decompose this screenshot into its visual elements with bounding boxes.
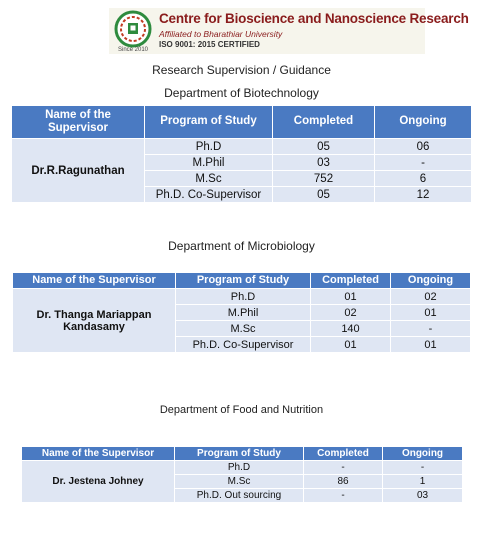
completed-cell: 86	[304, 475, 383, 489]
completed-cell: -	[304, 489, 383, 503]
col-header-program: Program of Study	[176, 273, 311, 289]
col-header-completed: Completed	[273, 106, 375, 139]
supervisor-name: Dr.R.Ragunathan	[12, 139, 145, 203]
org-name: Centre for Bioscience and Nanoscience Research	[159, 11, 469, 26]
completed-cell: 05	[273, 187, 375, 203]
completed-cell: 01	[311, 337, 391, 353]
program-cell: M.Sc	[176, 321, 311, 337]
program-cell: Ph.D	[145, 139, 273, 155]
program-cell: M.Sc	[145, 171, 273, 187]
table-row	[12, 139, 472, 155]
col-header-program: Program of Study	[145, 106, 273, 139]
ongoing-cell: 12	[375, 187, 472, 203]
table-header-row	[22, 447, 463, 461]
ongoing-cell: 06	[375, 139, 472, 155]
ongoing-cell: 03	[383, 489, 463, 503]
affiliation: Affiliated to Bharathiar University	[159, 29, 283, 39]
supervision-table	[12, 272, 471, 353]
supervisor-name: Dr. Jestena Johney	[22, 461, 175, 503]
program-cell: Ph.D	[175, 461, 304, 475]
completed-cell: -	[304, 461, 383, 475]
table-row	[22, 461, 463, 475]
since-year: Since 2010	[117, 47, 149, 53]
institution-logo	[109, 8, 469, 54]
ongoing-cell: 02	[391, 289, 471, 305]
program-cell: Ph.D. Co-Supervisor	[176, 337, 311, 353]
program-cell: Ph.D. Co-Supervisor	[145, 187, 273, 203]
institution-seal-icon	[113, 10, 153, 50]
table-header-row	[13, 273, 471, 289]
page-title: Research Supervision / Guidance	[152, 63, 331, 77]
department-title: Department of Microbiology	[168, 239, 315, 253]
ongoing-cell: -	[391, 321, 471, 337]
supervision-table	[11, 105, 472, 203]
col-header-ongoing: Ongoing	[375, 106, 472, 139]
department-title: Department of Biotechnology	[164, 86, 319, 100]
table-row	[13, 289, 471, 305]
col-header-name: Name of the Supervisor	[22, 447, 175, 461]
col-header-name: Name of the Supervisor	[12, 106, 145, 139]
program-cell: M.Phil	[145, 155, 273, 171]
col-header-name: Name of the Supervisor	[13, 273, 176, 289]
ongoing-cell: 01	[391, 337, 471, 353]
department-title: Department of Food and Nutrition	[159, 404, 324, 416]
completed-cell: 03	[273, 155, 375, 171]
completed-cell: 02	[311, 305, 391, 321]
completed-cell: 140	[311, 321, 391, 337]
certification: ISO 9001: 2015 CERTIFIED	[159, 40, 260, 49]
program-cell: M.Sc	[175, 475, 304, 489]
program-cell: Ph.D. Out sourcing	[175, 489, 304, 503]
ongoing-cell: 1	[383, 475, 463, 489]
ongoing-cell: -	[375, 155, 472, 171]
supervisor-name: Dr. Thanga Mariappan Kandasamy	[13, 289, 176, 353]
col-header-ongoing: Ongoing	[383, 447, 463, 461]
supervision-table	[21, 446, 463, 503]
program-cell: Ph.D	[176, 289, 311, 305]
completed-cell: 05	[273, 139, 375, 155]
completed-cell: 752	[273, 171, 375, 187]
col-header-completed: Completed	[311, 273, 391, 289]
col-header-program: Program of Study	[175, 447, 304, 461]
completed-cell: 01	[311, 289, 391, 305]
ongoing-cell: -	[383, 461, 463, 475]
ongoing-cell: 01	[391, 305, 471, 321]
col-header-completed: Completed	[304, 447, 383, 461]
col-header-ongoing: Ongoing	[391, 273, 471, 289]
program-cell: M.Phil	[176, 305, 311, 321]
ongoing-cell: 6	[375, 171, 472, 187]
table-header-row	[12, 106, 472, 139]
